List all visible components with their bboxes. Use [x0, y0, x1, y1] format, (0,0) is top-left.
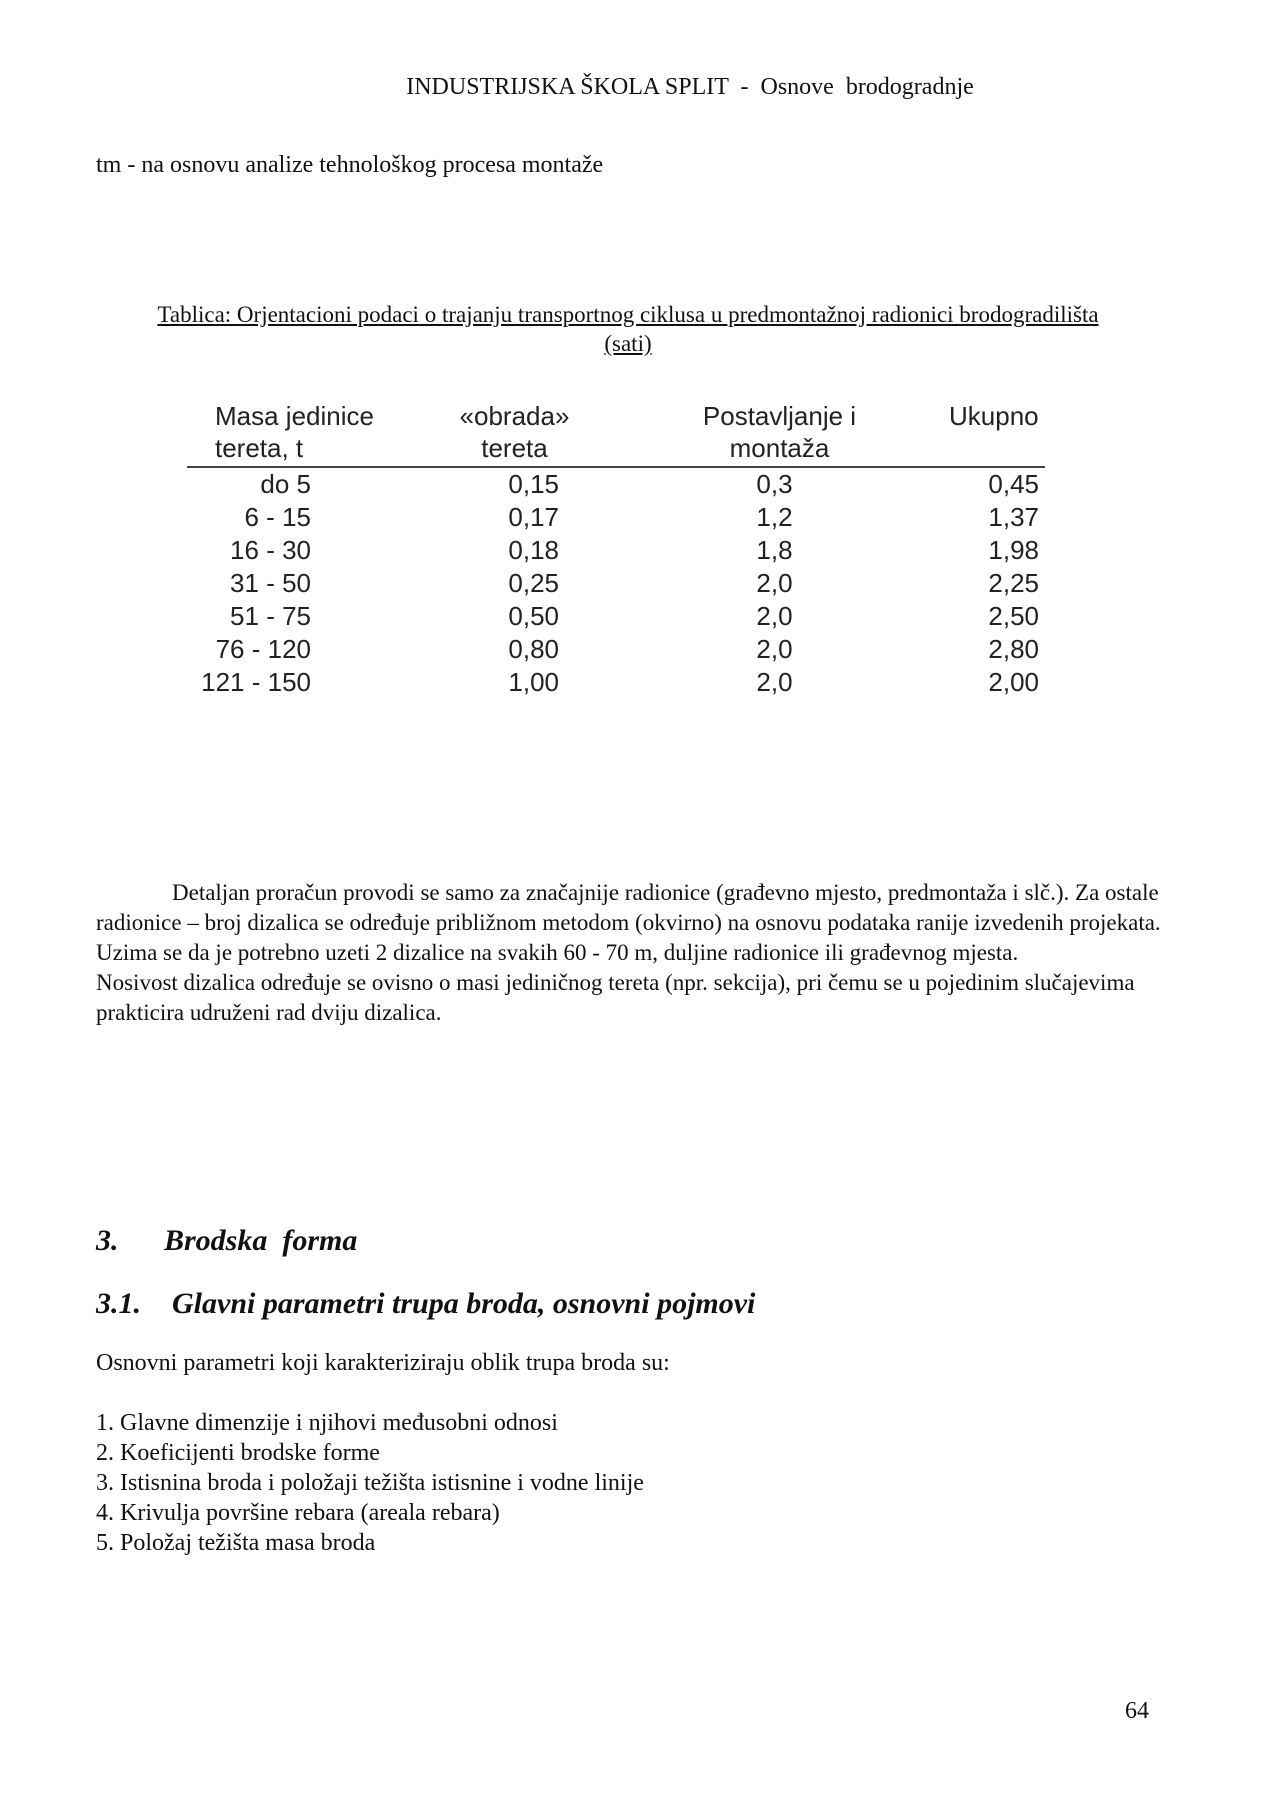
section-heading [96, 1224, 357, 1258]
cell-total: 2,80 [988, 634, 1039, 664]
cell-installation: 2,0 [756, 667, 793, 697]
cell-mass: 76 - 120 [215, 634, 311, 664]
cell-mass: 51 - 75 [230, 601, 311, 631]
cell-total: 1,98 [988, 535, 1039, 565]
cell-total: 0,45 [988, 469, 1039, 499]
cell-mass: 6 - 15 [244, 502, 311, 532]
paragraph-crane-capacity: Nosivost dizalica određuje se ovisno o masi jediničnog tereta (npr. sekcija), pri čemu se u pojedinim slučajevima prakticira udruženi rad dviju dizalica. [96, 970, 1135, 1025]
intro-line: tm - na osnovu analize tehnološkog procesa montaže [96, 152, 604, 178]
cell-processing: 0,18 [508, 535, 559, 565]
table-header-row [187, 400, 1045, 466]
table-row [187, 534, 1045, 567]
cell-installation: 2,0 [756, 568, 793, 598]
subsection-heading [96, 1287, 755, 1321]
cell-mass: do 5 [260, 469, 311, 499]
cell-total: 2,00 [988, 667, 1039, 697]
cell-installation: 0,3 [756, 469, 793, 499]
parameters-list [96, 1408, 644, 1558]
cell-installation: 2,0 [756, 601, 793, 631]
cell-total: 2,25 [988, 568, 1039, 598]
body-text [96, 878, 1176, 1028]
list-lead: Osnovni parametri koji karakteriziraju oblik trupa broda su: [96, 1350, 670, 1376]
table-row [187, 501, 1045, 534]
cell-processing: 0,80 [508, 634, 559, 664]
list-item: 5. Položaj težišta masa broda [96, 1530, 376, 1556]
subsection-number: 3.1. [96, 1287, 141, 1320]
paragraph-crane-calculation: Detaljan proračun provodi se samo za značajnije radionice (građevno mjesto, predmontaža i slč.). Za ostale radionice – broj dizalica se određuje približnom metodom (okvirno) na osnovu podataka ranije izvedenih projekata. Uzima se da je potrebno uzeti 2 dizalice na svakih 60 - 70 m, duljine radionice ili građevnog mjesta. [96, 880, 1161, 965]
list-item: 3. Istisnina broda i položaji težišta istisnine i vodne linije [96, 1470, 644, 1496]
table-row [187, 666, 1045, 699]
table-row [187, 633, 1045, 666]
cell-processing: 1,00 [508, 667, 559, 697]
cell-total: 2,50 [988, 601, 1039, 631]
cell-installation: 2,0 [756, 634, 793, 664]
section-title: Brodska forma [164, 1224, 358, 1257]
cell-mass: 31 - 50 [230, 568, 311, 598]
running-header: INDUSTRIJSKA ŠKOLA SPLIT - Osnove brodogradnje [406, 74, 974, 100]
cell-processing: 0,17 [508, 502, 559, 532]
table-row [187, 600, 1045, 633]
table-caption [96, 300, 1160, 358]
table-caption-line2: (sati) [604, 331, 652, 356]
header-processing: «obrada» tereta [459, 401, 570, 463]
cell-processing: 0,50 [508, 601, 559, 631]
cell-installation: 1,8 [756, 535, 793, 565]
table-row [187, 468, 1045, 501]
list-item: 1. Glavne dimenzije i njihovi međusobni odnosi [96, 1410, 558, 1436]
table-row [187, 567, 1045, 600]
table-caption-line1: Tablica: Orjentacioni podaci o trajanju transportnog ciklusa u predmontažnoj radionici brodogradilišta [157, 302, 1099, 327]
cell-processing: 0,25 [508, 568, 559, 598]
cell-processing: 0,15 [508, 469, 559, 499]
cell-installation: 1,2 [756, 502, 793, 532]
header-mass: Masa jedinice tereta, t [215, 401, 374, 463]
section-number: 3. [96, 1224, 119, 1257]
cell-mass: 121 - 150 [201, 667, 311, 697]
header-total: Ukupno [949, 401, 1039, 431]
subsection-title: Glavni parametri trupa broda, osnovni pojmovi [172, 1287, 756, 1320]
header-installation: Postavljanje i montaža [702, 401, 857, 463]
page-number: 64 [1125, 1698, 1149, 1724]
cell-mass: 16 - 30 [230, 535, 311, 565]
list-item: 2. Koeficijenti brodske forme [96, 1440, 380, 1466]
list-item: 4. Krivulja površine rebara (areala rebara) [96, 1500, 500, 1526]
cell-total: 1,37 [988, 502, 1039, 532]
